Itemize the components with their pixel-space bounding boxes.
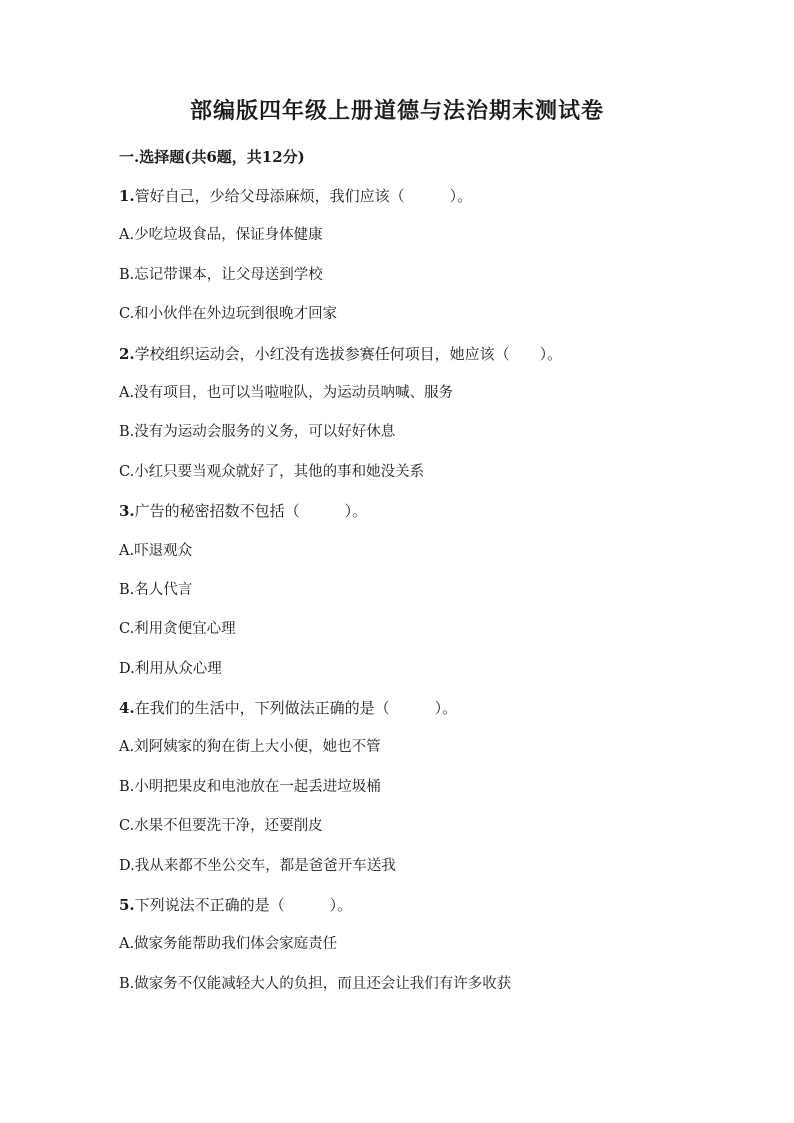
question-text: 在我们的生活中，下列做法正确的是（ ）。 [134,699,458,718]
question-text: 下列说法不正确的是（ ）。 [134,896,353,915]
question-4-option-d: D.我从来都不坐公交车，都是爸爸开车送我 [119,857,396,874]
question-list [119,184,719,1011]
question-4-option-b: B.小明把果皮和电池放在一起丢进垃圾桶 [119,778,381,795]
question-3-option-c: C.利用贪便宜心理 [119,621,236,638]
question-3-option-a: A.吓退观众 [119,542,193,559]
question-1-option-c: C.和小伙伴在外边玩到很晚才回家 [119,306,338,323]
question-2-option-b: B.没有为运动会服务的义务，可以好好休息 [119,424,396,441]
question-number: 2. [119,344,135,363]
question-3-option-b: B.名人代言 [119,581,193,598]
question-5-stem [119,893,719,932]
question-text: 广告的秘密招数不包括（ ）。 [134,502,368,521]
question-1-option-b: B.忘记带课本，让父母送到学校 [119,266,323,283]
page-title: 部编版四年级上册道德与法治期末测试卷 [189,98,604,124]
question-1-stem [119,184,719,223]
question-3-stem [119,499,719,538]
question-number: 4. [119,699,135,718]
section-heading: 一.选择题(共6题，共12分) [119,148,305,166]
question-4-option-a: A.刘阿姨家的狗在街上大小便，她也不管 [119,739,381,756]
question-1-option-a: A.少吃垃圾食品，保证身体健康 [119,227,323,244]
question-2-stem [119,342,719,381]
question-2-option-a: A.没有项目，也可以当啦啦队，为运动员呐喊、服务 [119,384,454,401]
question-number: 1. [119,187,135,205]
question-number: 3. [119,502,135,521]
question-4-option-c: C.水果不但要洗干净，还要削皮 [119,818,323,835]
question-2-option-c: C.小红只要当观众就好了，其他的事和她没关系 [119,463,425,480]
question-5-option-a: A.做家务能帮助我们体会家庭责任 [119,936,338,953]
question-4-stem [119,696,719,735]
question-5-option-b: B.做家务不仅能减轻大人的负担，而且还会让我们有许多收获 [119,975,512,992]
question-text: 学校组织运动会，小红没有选拔参赛任何项目，她应该（ ）。 [134,344,563,363]
question-text: 管好自己，少给父母添麻烦，我们应该（ ）。 [134,187,473,205]
question-3-option-d: D.利用从众心理 [119,660,222,677]
question-number: 5. [119,896,135,915]
